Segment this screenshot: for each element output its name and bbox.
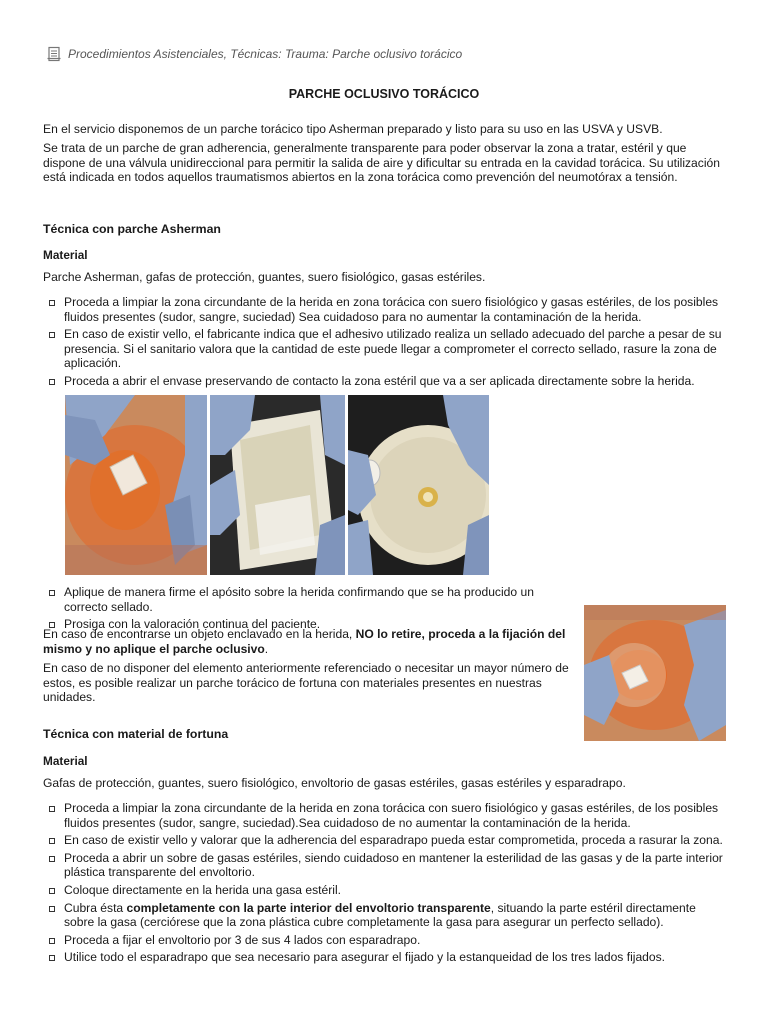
- list-item: Proceda a abrir un sobre de gasas estériles, siendo cuidadoso en mantener la esterilidad de las gasas y de la parte interior plástica transparente del envoltorio.: [43, 851, 728, 880]
- list-item: Proceda a fijar el envoltorio por 3 de sus 4 lados con esparadrapo.: [43, 933, 728, 948]
- list-item: Proceda a limpiar la zona circundante de la herida en zona torácica con suero fisiológico y gasas estériles, de los posibles fluidos presentes (sudor, sangre, suciedad) Sea cuidadoso para no aumentar la contaminación de la herida.: [43, 295, 728, 324]
- fortuna-steps-list: [43, 801, 728, 968]
- list-item: Prosiga con la valoración continua del paciente.: [43, 617, 573, 632]
- list-item: Cubra ésta completamente con la parte interior del envoltorio transparente, situando la parte estéril directamente sobre la gasa (cerciórese que la zona plástica cubre completamente la gasa para asegurar un perfecto sellado).: [43, 901, 728, 930]
- photo-patch-applied: [584, 605, 726, 741]
- photo-cleaning-wound: [65, 395, 207, 575]
- breadcrumb: [46, 45, 462, 63]
- list-item: Proceda a limpiar la zona circundante de la herida en zona torácica con suero fisiológico y gasas estériles, de los posibles fluidos presentes (sudor, sangre, suciedad).Sea cuidadoso de no aumentar la contaminación de la herida.: [43, 801, 728, 830]
- list-item: En caso de existir vello y valorar que la adherencia del esparadrapo pueda estar comprometida, proceda a rasurar la zona.: [43, 833, 728, 848]
- photo-opening-package: [210, 395, 345, 575]
- step5-bold: completamente con la parte interior del envoltorio transparente: [126, 900, 491, 915]
- asherman-heading: Técnica con parche Asherman: [43, 222, 221, 236]
- fortuna-material-heading: Material: [43, 754, 88, 768]
- list-item: En caso de existir vello, el fabricante indica que el adhesivo utilizado realiza un sellado adecuado del parche a pesar de su presencia. Si el sanitario valora que la cantidad de este puede llegar a comprometer el correcto sellado, rasure la zona de aplicación.: [43, 327, 728, 371]
- fortuna-heading: Técnica con material de fortuna: [43, 727, 229, 741]
- intro-paragraph-2: Se trata de un parche de gran adherencia, generalmente transparente para poder observar la zona a tratar, estéril y que dispone de una válvula unidireccional para permitir la salida de aire y dificultar su entrada en la cavidad torácica. Su utilización está indicada en todos aquellos traumatismos abiertos en la zona torácica como prevención del neumotórax a tensión.: [43, 141, 720, 185]
- asherman-material-heading: Material: [43, 248, 88, 262]
- warning-bold: NO lo retire, proceda a la fijación del mismo y no aplique el parche oclusivo: [43, 627, 566, 656]
- fallback-paragraph: En caso de no disponer del elemento anteriormente referenciado o necesitar un mayor número de estos, es posible realizar un parche torácico de fortuna con materiales presentes en nuestras unidades.: [43, 661, 569, 705]
- page-title: PARCHE OCLUSIVO TORÁCICO: [288, 87, 480, 101]
- list-item: Utilice todo el esparadrapo que sea necesario para asegurar el fijado y la estanqueidad de los tres lados fijados.: [43, 950, 728, 965]
- warning-paragraph: En caso de encontrarse un objeto enclavado en la herida, NO lo retire, proceda a la fijación del mismo y no aplique el parche oclusivo.: [43, 627, 566, 656]
- photo-asherman-patch: [348, 395, 489, 575]
- asherman-steps-list: [43, 295, 728, 392]
- list-item: Proceda a abrir el envase preservando de contacto la zona estéril que va a ser aplicada directamente sobre la herida.: [43, 374, 728, 389]
- breadcrumb-text[interactable]: Procedimientos Asistenciales, Técnicas: Trauma: Parche oclusivo torácico: [68, 46, 463, 61]
- document-list-icon: [46, 46, 62, 62]
- fortuna-material-text: Gafas de protección, guantes, suero fisiológico, envoltorio de gasas estériles, gasas estériles y esparadrapo.: [43, 776, 626, 790]
- asherman-material-text: Parche Asherman, gafas de protección, guantes, suero fisiológico, gasas estériles.: [43, 270, 486, 284]
- intro-paragraph-1: En el servicio disponemos de un parche torácico tipo Asherman preparado y listo para su uso en las USVA y USVB.: [43, 122, 663, 136]
- list-item: Coloque directamente en la herida una gasa estéril.: [43, 883, 728, 898]
- list-item: Aplique de manera firme el apósito sobre la herida confirmando que se ha producido un correcto sellado.: [43, 585, 573, 614]
